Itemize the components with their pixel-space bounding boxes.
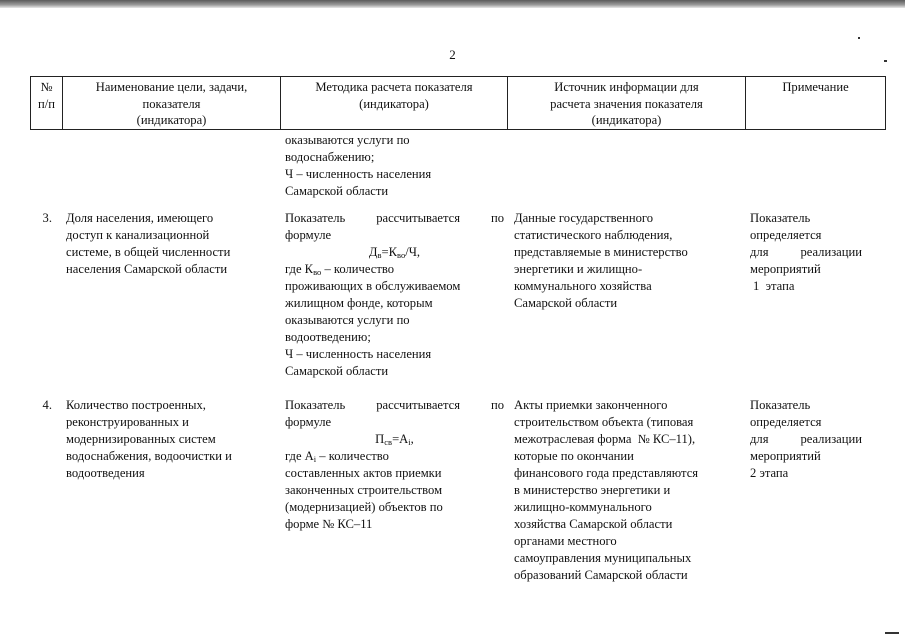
- text-line: модернизированных систем: [66, 432, 216, 446]
- text-line: доступ к канализационной: [66, 228, 210, 242]
- text-line: Самарской области: [285, 184, 389, 198]
- word: реализации: [800, 432, 862, 446]
- row-4-number: 4.: [42, 398, 52, 412]
- text-line: формуле: [285, 415, 332, 429]
- formula-part: Д: [368, 245, 378, 259]
- text-line: реконструированных и: [66, 415, 189, 429]
- scan-speck: [885, 632, 899, 634]
- text-line: водоснабжению;: [285, 150, 375, 164]
- text-line: Самарской области: [514, 296, 618, 310]
- text-line: 1 этапа: [753, 279, 795, 293]
- formula-subscript: во: [397, 250, 406, 260]
- text-line: финансового года представляются: [514, 466, 699, 480]
- where-suffix: – количество: [321, 262, 395, 276]
- row-3-method: [285, 210, 504, 380]
- text-line: оказываются услуги по: [285, 313, 410, 327]
- text-line: мероприятий: [750, 449, 821, 463]
- page-number: 2: [449, 47, 456, 62]
- text-line: Самарской области: [285, 364, 389, 378]
- text-line: Акты приемки законченного: [514, 398, 668, 412]
- formula-subscript: i: [408, 437, 411, 447]
- text-line: Доля населения, имеющего: [66, 211, 214, 225]
- header-note: Примечание: [782, 80, 849, 94]
- text-line: хозяйства Самарской области: [514, 517, 673, 531]
- table-header-bottom-border: [30, 129, 886, 130]
- text-line: системе, в общей численности: [66, 245, 231, 259]
- formula-subscript: в: [377, 250, 382, 260]
- text-line: Количество построенных,: [66, 398, 206, 412]
- scan-speck: [858, 37, 860, 39]
- text-line: формуле: [285, 228, 332, 242]
- formula: [285, 244, 504, 261]
- formula-part: =К: [381, 245, 398, 259]
- text-line: форме № КС–11: [285, 517, 373, 531]
- header-method: Методика расчета показателя (индикатора): [315, 80, 473, 111]
- continuation-method-text: [285, 132, 505, 200]
- text-line: образований Самарской области: [514, 568, 688, 582]
- text-line: водоотведению;: [285, 330, 371, 344]
- text-line: Ч – численность населения: [285, 347, 432, 361]
- formula-part: ,: [410, 432, 414, 446]
- where-prefix: где К: [285, 262, 314, 276]
- text-line: составленных актов приемки: [285, 466, 442, 480]
- table-top-border: [30, 76, 886, 77]
- text-line: законченных строительством: [285, 483, 443, 497]
- text-line: в министерство энергетики и: [514, 483, 671, 497]
- text-line: 2 этапа: [750, 466, 789, 480]
- text-line: Ч – численность населения: [285, 167, 432, 181]
- text-line: межотраслевая форма № КС–11),: [514, 432, 696, 446]
- text-line: представляемые в министерство: [514, 245, 688, 259]
- where-subscript: i: [313, 454, 317, 464]
- text-line: статистического наблюдения,: [514, 228, 673, 242]
- formula-part: =А: [392, 432, 409, 446]
- justified-line: [285, 210, 504, 227]
- text-line: органами местного: [514, 534, 617, 548]
- text-line: самоуправления муниципальных: [514, 551, 692, 565]
- text-line: жилищно-коммунального: [514, 500, 652, 514]
- row-4-source: [514, 397, 744, 584]
- word: Показатель: [285, 211, 346, 225]
- row-3-note: [750, 210, 862, 295]
- justified-line: [750, 244, 862, 261]
- word: по: [490, 398, 504, 412]
- text-line: энергетики и жилищно-: [514, 262, 643, 276]
- text-line: оказываются услуги по: [285, 133, 410, 147]
- header-num: № п/п: [38, 80, 55, 111]
- word: для: [750, 432, 769, 446]
- row-3-name: [66, 210, 278, 278]
- where-line: [285, 261, 504, 278]
- where-subscript: во: [313, 267, 322, 277]
- where-line: [285, 448, 504, 465]
- header-name: Наименование цели, задачи, показателя (индикатора): [95, 80, 248, 127]
- text-line: (модернизацией) объектов по: [285, 500, 443, 514]
- word: Показатель: [285, 398, 346, 412]
- row-3-source: [514, 210, 744, 312]
- word: для: [750, 245, 769, 259]
- justified-line: [285, 397, 504, 414]
- word: реализации: [800, 245, 862, 259]
- where-prefix: где А: [285, 449, 314, 463]
- word: рассчитывается: [376, 211, 461, 225]
- formula-part: /Ч,: [405, 245, 421, 259]
- text-line: Показатель: [750, 398, 811, 412]
- text-line: Данные государственного: [514, 211, 654, 225]
- text-line: определяется: [750, 415, 822, 429]
- text-line: которые по окончании: [514, 449, 634, 463]
- word: рассчитывается: [376, 398, 461, 412]
- text-line: коммунального хозяйства: [514, 279, 652, 293]
- word: по: [490, 211, 504, 225]
- text-line: Показатель: [750, 211, 811, 225]
- where-suffix: – количество: [316, 449, 389, 463]
- row-3-number: 3.: [42, 211, 52, 225]
- row-4-method: [285, 397, 504, 533]
- row-4-name: [66, 397, 278, 482]
- text-line: мероприятий: [750, 262, 821, 276]
- table-col-border: [885, 76, 886, 130]
- justified-line: [750, 431, 862, 448]
- formula-subscript: св: [384, 437, 393, 447]
- row-4-note: [750, 397, 862, 482]
- text-line: строительством объекта (типовая: [514, 415, 694, 429]
- text-line: населения Самарской области: [66, 262, 228, 276]
- text-line: водоснабжения, водоочистки и: [66, 449, 232, 463]
- scan-edge-artifact: [0, 0, 905, 8]
- text-line: проживающих в обслуживаемом: [285, 279, 461, 293]
- header-source: Источник информации для расчета значения показателя (индикатора): [550, 80, 703, 127]
- formula: [285, 431, 504, 448]
- text-line: водоотведения: [66, 466, 145, 480]
- text-line: определяется: [750, 228, 822, 242]
- text-line: жилищном фонде, которым: [285, 296, 433, 310]
- formula-part: П: [375, 432, 385, 446]
